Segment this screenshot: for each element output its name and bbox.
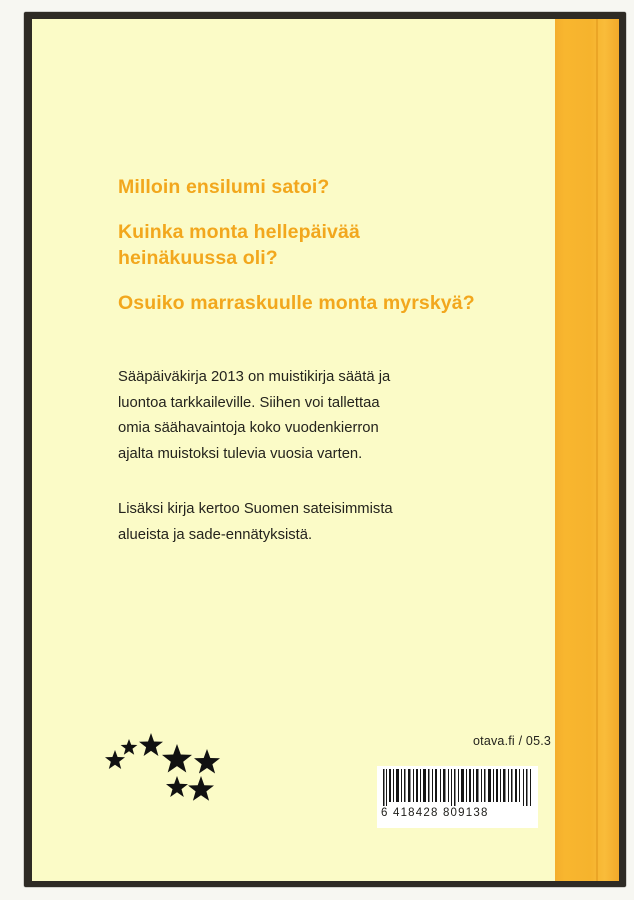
barcode-number: 6 418428 809138: [381, 807, 489, 819]
star-icon: [162, 744, 192, 773]
star-icon: [194, 749, 220, 774]
star-icon: [121, 739, 138, 755]
question-hot-days: Kuinka monta hellepäivää heinäkuussa oli?: [118, 221, 360, 269]
question-list: [118, 174, 538, 335]
barcode-icon: [383, 769, 532, 806]
question-november-storms: Osuiko marraskuulle monta myrskyä?: [118, 292, 475, 314]
barcode: [377, 766, 538, 828]
description-paragraph: Sääpäiväkirja 2013 on muistikirja säätä ja luontoa tarkkaileville. Siihen voi tallettaa omia säähavaintoja koko vuodenkierron ajalta muistoksi tulevia vuosia varten.: [118, 369, 391, 462]
question-first-snow: Milloin ensilumi satoi?: [118, 176, 330, 198]
book-spine: [555, 19, 619, 881]
star-icon: [139, 733, 163, 756]
additional-info-paragraph: Lisäksi kirja kertoo Suomen sateisimmista alueista ja sade-ennätyksistä.: [118, 501, 393, 543]
spine-groove: [596, 19, 598, 881]
publisher-url: otava.fi / 05.3: [473, 734, 552, 748]
star-icon: [188, 776, 214, 801]
stars-icon: [98, 731, 224, 803]
star-icon: [105, 750, 125, 769]
star-icon: [166, 776, 188, 797]
